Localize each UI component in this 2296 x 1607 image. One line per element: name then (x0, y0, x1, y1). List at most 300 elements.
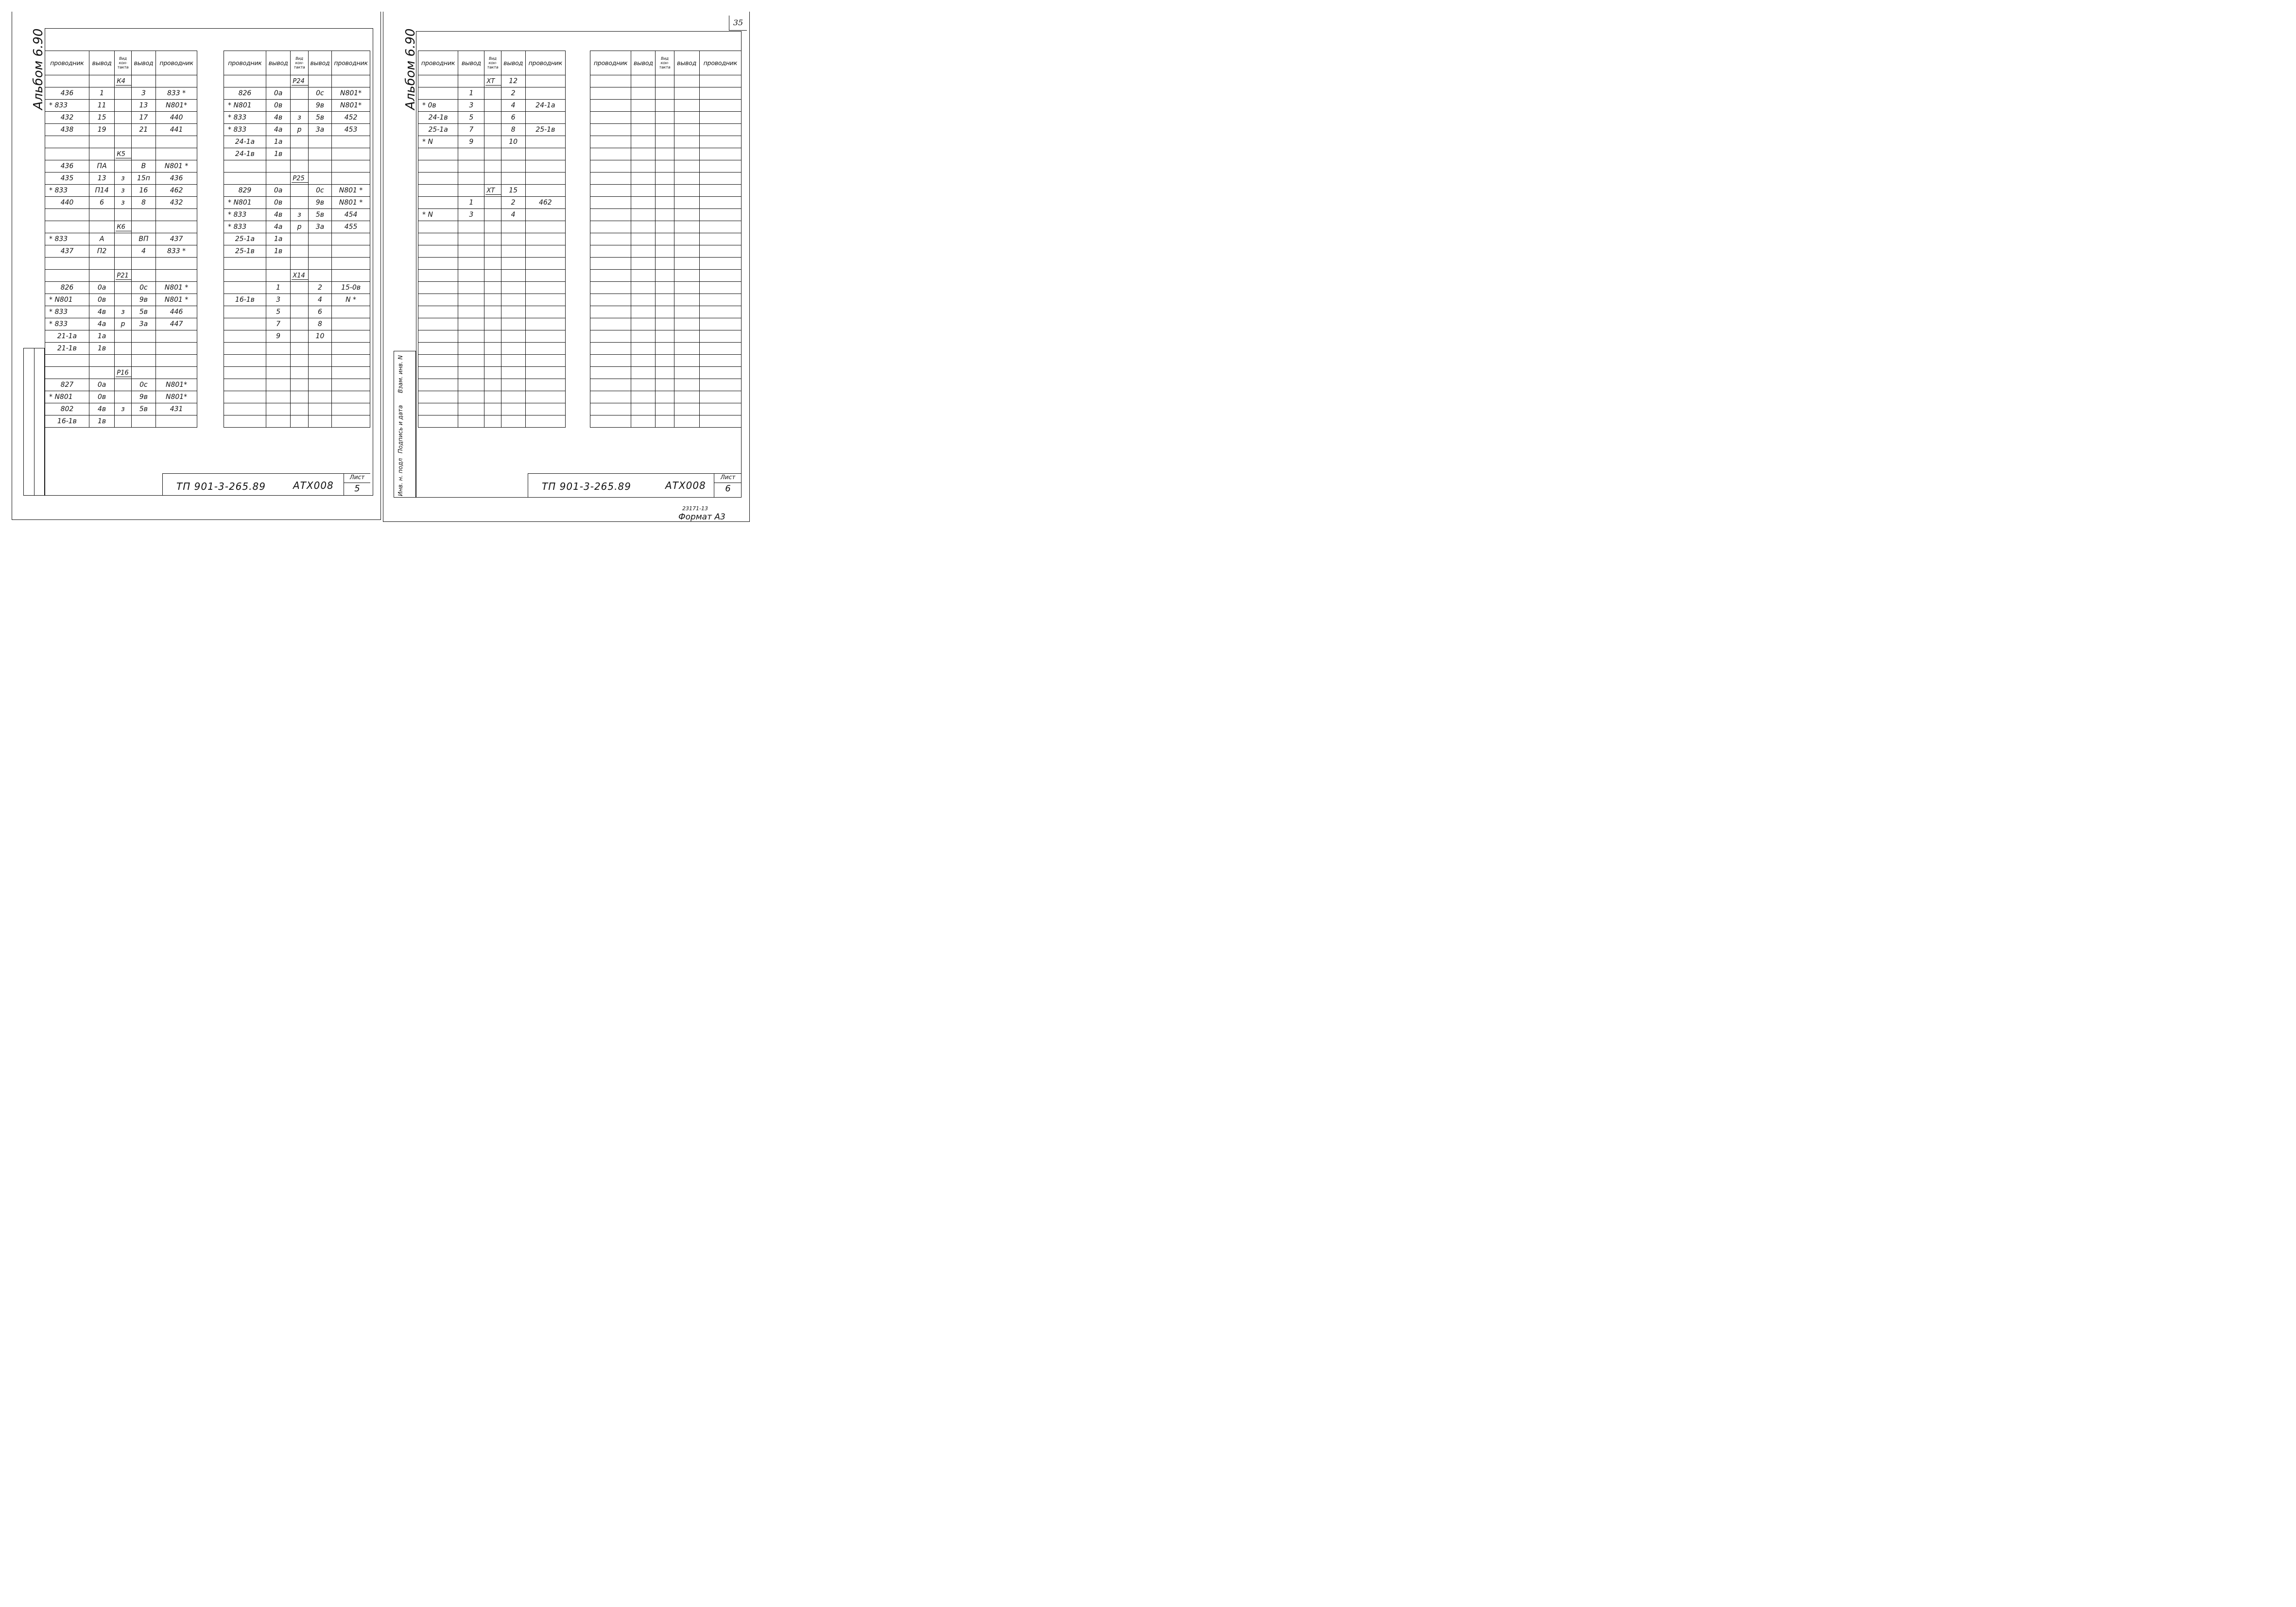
table-cell (631, 185, 656, 197)
table-row (418, 160, 566, 173)
table-cell (656, 185, 674, 197)
table-cell (156, 270, 197, 282)
table-row (418, 282, 566, 294)
table-cell (590, 367, 631, 379)
table-cell: 24-1а (525, 100, 565, 112)
table-cell (45, 221, 89, 233)
table-cell: 1 (458, 197, 484, 209)
table-cell: 3 (266, 294, 291, 306)
table-cell (156, 330, 197, 343)
table-cell (631, 124, 656, 136)
table-cell: 21-1в (45, 343, 89, 355)
table-cell (525, 136, 565, 148)
table-cell (266, 343, 291, 355)
table-cell: з (115, 403, 131, 415)
table-cell (131, 270, 155, 282)
table-row (590, 306, 742, 318)
table-cell: 437 (45, 245, 89, 258)
table-cell (115, 124, 131, 136)
table-cell: 4а (89, 318, 115, 330)
table-cell (156, 367, 197, 379)
table-cell: 1в (266, 148, 291, 160)
table-cell (308, 136, 331, 148)
table-cell (631, 415, 656, 428)
table-cell: * N801 (45, 391, 89, 403)
table-cell (501, 282, 525, 294)
table-cell (291, 318, 308, 330)
table-cell (458, 367, 484, 379)
device-designation (115, 148, 131, 160)
table-cell (590, 233, 631, 245)
table-cell (418, 282, 458, 294)
table-row (45, 112, 197, 124)
table-cell: 4в (89, 306, 115, 318)
table-cell (525, 355, 565, 367)
table-row (590, 148, 742, 160)
table-cell (590, 148, 631, 160)
table-cell (631, 391, 656, 403)
table-cell (458, 343, 484, 355)
table-cell (484, 343, 501, 355)
table-row (590, 403, 742, 415)
document-designation: АТХ008 (665, 480, 706, 491)
table-cell (699, 403, 741, 415)
table-cell (484, 306, 501, 318)
table-cell (484, 160, 501, 173)
table-cell (590, 318, 631, 330)
table-cell: * 833 (224, 221, 266, 233)
table-cell: 4 (501, 209, 525, 221)
table-cell (131, 221, 155, 233)
table-cell (656, 233, 674, 245)
table-cell: 0в (89, 294, 115, 306)
table-cell (525, 318, 565, 330)
table-cell (332, 173, 370, 185)
table-cell: 4а (266, 221, 291, 233)
table-cell: з (115, 185, 131, 197)
table-cell (131, 355, 155, 367)
table-cell (332, 258, 370, 270)
table-cell: 5в (131, 403, 155, 415)
device-label: Р25 (292, 175, 308, 183)
table-cell (115, 343, 131, 355)
table-cell (291, 233, 308, 245)
table-cell: з (291, 209, 308, 221)
table-row (45, 306, 197, 318)
stamp-replaces-label: Взам. инв. N (397, 355, 404, 393)
table-cell (656, 318, 674, 330)
table-row (45, 270, 197, 282)
table-cell (590, 124, 631, 136)
table-cell (156, 136, 197, 148)
table-cell (332, 355, 370, 367)
table-cell: 5в (308, 209, 331, 221)
table-cell: 9в (131, 294, 155, 306)
table-cell (699, 330, 741, 343)
table-cell (656, 258, 674, 270)
table-cell: 0а (89, 282, 115, 294)
table-cell (458, 379, 484, 391)
table-cell: 1в (266, 245, 291, 258)
table-cell: р (291, 221, 308, 233)
connection-table-sheet6-a (418, 51, 566, 428)
table-row (224, 415, 370, 428)
table-cell (484, 270, 501, 282)
table-cell (266, 355, 291, 367)
table-cell (332, 148, 370, 160)
table-row (418, 270, 566, 282)
table-cell: 4 (501, 100, 525, 112)
table-cell (484, 282, 501, 294)
table-cell (291, 245, 308, 258)
table-cell: 436 (45, 160, 89, 173)
table-cell: 0с (131, 282, 155, 294)
table-cell (656, 209, 674, 221)
table-cell: 13 (131, 100, 155, 112)
table-cell (525, 258, 565, 270)
table-cell (418, 379, 458, 391)
table-cell (656, 270, 674, 282)
table-cell: 10 (501, 136, 525, 148)
table-header-row (590, 51, 742, 75)
table-row (224, 185, 370, 197)
table-cell (674, 415, 699, 428)
device-designation (115, 221, 131, 233)
device-designation (484, 75, 501, 87)
table-cell (458, 173, 484, 185)
table-cell (484, 403, 501, 415)
table-cell: 462 (156, 185, 197, 197)
table-cell: 7 (458, 124, 484, 136)
table-cell: 8 (308, 318, 331, 330)
table-cell: 829 (224, 185, 266, 197)
table-cell: 1в (89, 415, 115, 428)
table-cell (156, 355, 197, 367)
table-cell: 5в (308, 112, 331, 124)
table-cell (115, 160, 131, 173)
column-header-terminal: вывод (501, 51, 525, 75)
table-cell: 441 (156, 124, 197, 136)
table-cell (45, 75, 89, 87)
table-row (418, 87, 566, 100)
table-cell: 1а (266, 233, 291, 245)
table-cell: N801* (332, 87, 370, 100)
table-cell (418, 391, 458, 403)
table-row (590, 197, 742, 209)
format-label: Формат А3 (678, 512, 725, 522)
table-cell (631, 318, 656, 330)
table-cell: 9в (308, 100, 331, 112)
table-cell (484, 197, 501, 209)
device-designation (291, 270, 308, 282)
table-cell (590, 415, 631, 428)
table-cell: 3 (458, 100, 484, 112)
table-cell (590, 294, 631, 306)
table-cell: 1 (266, 282, 291, 294)
table-cell (45, 270, 89, 282)
column-header-terminal: вывод (631, 51, 656, 75)
table-cell (699, 282, 741, 294)
table-row (590, 282, 742, 294)
table-cell (674, 270, 699, 282)
table-cell (224, 367, 266, 379)
table-cell: * N (418, 136, 458, 148)
table-row (418, 197, 566, 209)
table-cell (674, 403, 699, 415)
table-cell: 21 (131, 124, 155, 136)
table-row (418, 294, 566, 306)
table-cell (699, 87, 741, 100)
table-cell (674, 330, 699, 343)
table-cell: 827 (45, 379, 89, 391)
table-cell (291, 343, 308, 355)
order-number: 23171-13 (682, 505, 708, 512)
table-cell (224, 343, 266, 355)
table-cell: * 0в (418, 100, 458, 112)
table-cell (458, 221, 484, 233)
table-cell (699, 379, 741, 391)
table-cell (631, 367, 656, 379)
table-cell (631, 209, 656, 221)
table-cell (590, 112, 631, 124)
table-cell (291, 185, 308, 197)
table-row (224, 270, 370, 282)
table-cell (590, 306, 631, 318)
table-cell (484, 124, 501, 136)
table-cell (224, 282, 266, 294)
document-code: ТП 901-3-265.89 (542, 481, 631, 492)
table-row (224, 294, 370, 306)
table-cell (674, 136, 699, 148)
table-row (590, 87, 742, 100)
table-cell (501, 306, 525, 318)
table-cell (699, 294, 741, 306)
table-cell: 0в (266, 100, 291, 112)
table-cell (674, 124, 699, 136)
table-cell (291, 330, 308, 343)
table-row (45, 343, 197, 355)
table-cell (115, 136, 131, 148)
table-cell (501, 367, 525, 379)
table-cell (525, 343, 565, 355)
table-cell (332, 233, 370, 245)
table-cell (631, 343, 656, 355)
table-cell (590, 221, 631, 233)
table-cell (131, 415, 155, 428)
table-header-row (45, 51, 197, 75)
table-cell (224, 403, 266, 415)
table-cell (674, 391, 699, 403)
table-cell (458, 318, 484, 330)
sheet-number-box (344, 474, 370, 496)
table-cell: * 833 (224, 124, 266, 136)
table-cell (656, 124, 674, 136)
title-block-sheet5 (162, 473, 370, 496)
table-cell (590, 258, 631, 270)
table-cell: 2 (501, 197, 525, 209)
table-cell: 436 (156, 173, 197, 185)
table-cell (266, 173, 291, 185)
table-cell (291, 197, 308, 209)
table-cell (501, 415, 525, 428)
table-row (45, 124, 197, 136)
table-cell (224, 160, 266, 173)
table-cell (291, 403, 308, 415)
column-header-conductor: проводник (418, 51, 458, 75)
table-cell (525, 379, 565, 391)
device-designation (484, 185, 501, 197)
table-cell (291, 160, 308, 173)
table-cell (308, 343, 331, 355)
table-cell (458, 294, 484, 306)
table-cell (224, 173, 266, 185)
table-cell: N801* (156, 391, 197, 403)
table-cell (525, 148, 565, 160)
table-cell: 3 (458, 209, 484, 221)
table-cell (418, 233, 458, 245)
table-cell (224, 391, 266, 403)
table-row (590, 245, 742, 258)
table-row (45, 100, 197, 112)
table-cell: N801 * (156, 294, 197, 306)
table-cell: 438 (45, 124, 89, 136)
table-cell (266, 258, 291, 270)
table-row (590, 221, 742, 233)
table-cell: 1 (89, 87, 115, 100)
column-header-terminal: вывод (308, 51, 331, 75)
table-row (418, 124, 566, 136)
table-cell (418, 245, 458, 258)
table-cell (458, 245, 484, 258)
table-cell (308, 355, 331, 367)
table-cell: 2 (501, 87, 525, 100)
table-cell (631, 245, 656, 258)
table-cell: 462 (525, 197, 565, 209)
table-cell (115, 112, 131, 124)
table-row (45, 245, 197, 258)
table-cell (308, 245, 331, 258)
table-row (224, 391, 370, 403)
table-cell: 826 (45, 282, 89, 294)
table-cell (699, 221, 741, 233)
sheet-label: Лист (344, 474, 370, 483)
table-row (224, 75, 370, 87)
table-cell (699, 391, 741, 403)
table-cell: 0а (89, 379, 115, 391)
table-row (418, 318, 566, 330)
table-cell (308, 173, 331, 185)
table-cell (332, 403, 370, 415)
column-header-terminal: вывод (89, 51, 115, 75)
table-cell (674, 318, 699, 330)
table-cell (458, 282, 484, 294)
table-cell: 1а (266, 136, 291, 148)
table-row (590, 124, 742, 136)
table-cell: ВП (131, 233, 155, 245)
device-designation (115, 270, 131, 282)
table-cell: 4а (266, 124, 291, 136)
table-cell (266, 403, 291, 415)
table-cell (631, 100, 656, 112)
table-cell (631, 270, 656, 282)
table-cell (89, 367, 115, 379)
table-row (418, 343, 566, 355)
table-cell: 447 (156, 318, 197, 330)
table-cell (115, 258, 131, 270)
table-row (224, 343, 370, 355)
table-cell (656, 415, 674, 428)
column-header-conductor: проводник (156, 51, 197, 75)
table-cell (674, 185, 699, 197)
table-cell (308, 75, 331, 87)
table-cell (656, 160, 674, 173)
table-cell: * 833 (224, 209, 266, 221)
table-cell (418, 306, 458, 318)
table-cell (291, 100, 308, 112)
table-cell (332, 367, 370, 379)
table-cell (484, 379, 501, 391)
table-cell (89, 270, 115, 282)
table-cell (501, 391, 525, 403)
table-cell (590, 173, 631, 185)
table-row (590, 270, 742, 282)
page-number: 35 (729, 16, 747, 31)
table-cell (590, 136, 631, 148)
table-cell: 0с (131, 379, 155, 391)
table-cell: 24-1а (224, 136, 266, 148)
table-cell (699, 318, 741, 330)
column-header-terminal: вывод (458, 51, 484, 75)
table-cell (484, 245, 501, 258)
table-cell (699, 306, 741, 318)
table-cell (115, 415, 131, 428)
table-cell (484, 330, 501, 343)
table-cell (484, 294, 501, 306)
table-row (224, 209, 370, 221)
table-cell (631, 148, 656, 160)
table-cell (656, 221, 674, 233)
table-cell: 25-1а (418, 124, 458, 136)
table-cell (590, 343, 631, 355)
table-cell (631, 136, 656, 148)
table-cell: 5в (131, 306, 155, 318)
table-cell (332, 270, 370, 282)
table-row (224, 330, 370, 343)
column-header-conductor: проводник (699, 51, 741, 75)
table-cell (699, 124, 741, 136)
table-cell (418, 148, 458, 160)
table-cell (699, 355, 741, 367)
table-cell (418, 355, 458, 367)
table-cell (266, 160, 291, 173)
table-row (590, 75, 742, 87)
table-cell (332, 75, 370, 87)
table-cell: з (115, 306, 131, 318)
table-row (224, 403, 370, 415)
table-cell (115, 87, 131, 100)
table-cell: 9 (266, 330, 291, 343)
table-cell (674, 160, 699, 173)
table-cell (674, 294, 699, 306)
column-header-conductor: проводник (590, 51, 631, 75)
table-cell: 3а (308, 124, 331, 136)
sheet-label: Лист (714, 474, 742, 483)
table-cell (45, 136, 89, 148)
table-cell (590, 270, 631, 282)
table-cell: 431 (156, 403, 197, 415)
table-cell (631, 306, 656, 318)
table-row (590, 343, 742, 355)
